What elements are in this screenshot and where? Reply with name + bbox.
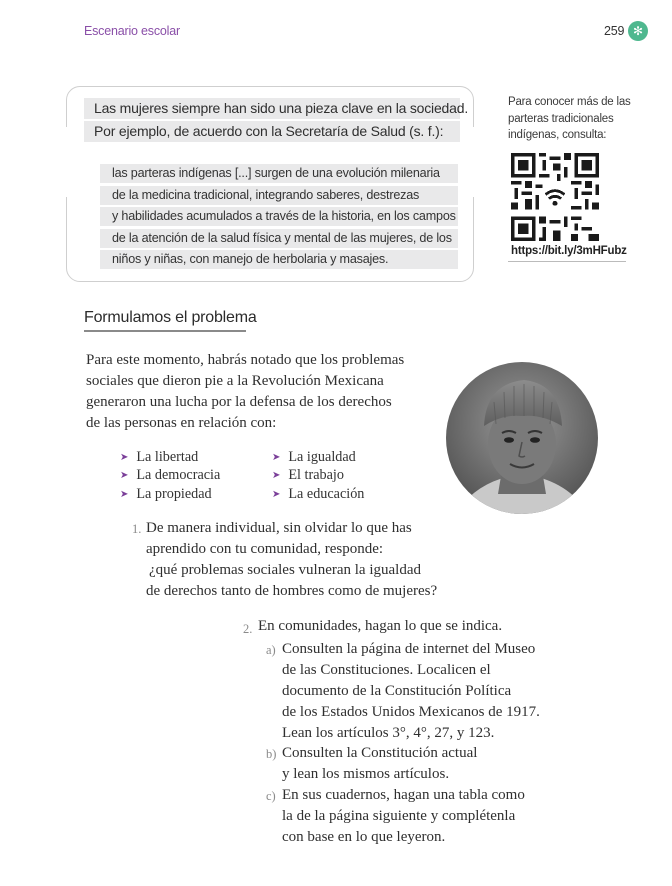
item-line: de las Constituciones. Localicen el [282, 662, 491, 678]
question-line: aprendido con tu comunidad, responde: [146, 541, 384, 557]
question-2-item-a [282, 639, 540, 744]
item-line: la de la página siguiente y complétenla [282, 808, 516, 824]
quote-body [100, 164, 458, 272]
side-note-line: parteras tradicionales [508, 112, 614, 125]
page-number: 259 [604, 24, 625, 38]
item-line: de los Estados Unidos Mexicanos de 1917. [282, 704, 540, 720]
bullet-item [272, 485, 364, 505]
section-heading: Formulamos el problema [84, 309, 257, 326]
quote-intro-line: Las mujeres siempre han sido una pieza clave en la sociedad. [84, 98, 460, 119]
question-1 [146, 518, 456, 602]
bullet-item [272, 448, 356, 468]
item-letter: a) [266, 643, 276, 657]
quote-intro [84, 98, 469, 144]
qr-link[interactable]: https://bit.ly/3mHFubz [511, 245, 627, 257]
bullet-item [120, 466, 220, 486]
question-line: de derechos tanto de hombres como de mujeres? [146, 583, 438, 599]
intro-line: de las personas en relación con: [86, 415, 277, 431]
bullet-item [272, 466, 344, 486]
arrow-icon: ➤ [120, 452, 129, 463]
quote-body-line: de la atención de la salud física y mental de las mujeres, de los [100, 229, 458, 248]
question-2-item-b [282, 743, 477, 785]
bullet-label: El trabajo [288, 467, 344, 483]
intro-line: generaron una lucha por la defensa de los derechos [86, 394, 392, 410]
divider [508, 261, 626, 262]
arrow-icon: ➤ [272, 489, 281, 500]
item-line: Consulten la página de internet del Museo [282, 641, 536, 657]
question-line: De manera individual, sin olvidar lo que has [146, 520, 412, 536]
gear-icon: ✻ [628, 21, 648, 41]
question-number: 2. [243, 622, 253, 636]
side-note-line: Para conocer más de las [508, 96, 631, 108]
quote-body-line: de la medicina tradicional, integrando saberes, destrezas [100, 186, 458, 205]
child-portrait [446, 362, 598, 514]
heading-rule [84, 330, 246, 332]
bullet-label: La propiedad [136, 486, 212, 502]
bullet-label: La igualdad [288, 449, 356, 465]
quote-body-line: niños y niñas, con manejo de herbolaria y masajes. [100, 250, 458, 269]
bullet-label: La educación [288, 486, 365, 502]
arrow-icon: ➤ [272, 470, 281, 481]
question-line: ¿qué problemas sociales vulneran la igualdad [149, 562, 421, 578]
intro-line: sociales que dieron pie a la Revolución Mexicana [86, 373, 384, 389]
item-line: Consulten la Constitución actual [282, 745, 478, 761]
quote-body-line: y habilidades acumulados a través de la historia, en los campos [100, 207, 458, 226]
question-number: 1. [132, 522, 142, 536]
item-line: documento de la Constitución Política [282, 683, 512, 699]
bullet-item [120, 485, 212, 505]
question-2: En comunidades, hagan lo que se indica. [258, 618, 503, 634]
section-label: Escenario escolar [84, 24, 180, 38]
item-line: con base en lo que leyeron. [282, 829, 446, 845]
quote-body-line: las parteras indígenas [...] surgen de una evolución milenaria [100, 164, 458, 183]
intro-paragraph [86, 350, 416, 434]
bullet-label: La libertad [136, 449, 199, 465]
side-note [508, 94, 638, 144]
intro-line: Para este momento, habrás notado que los problemas [86, 352, 405, 368]
bullet-label: La democracia [136, 467, 221, 483]
bullet-item [120, 448, 198, 468]
question-2-item-c [282, 785, 525, 848]
arrow-icon: ➤ [272, 452, 281, 463]
side-note-line: indígenas, consulta: [508, 129, 607, 141]
qr-code-icon[interactable] [511, 153, 599, 241]
item-letter: b) [266, 747, 277, 761]
arrow-icon: ➤ [120, 489, 129, 500]
item-letter: c) [266, 789, 276, 803]
quote-intro-line: Por ejemplo, de acuerdo con la Secretaría de Salud (s. f.): [84, 121, 460, 142]
item-line: Lean los artículos 3°, 4°, 27, y 123. [282, 725, 495, 741]
arrow-icon: ➤ [120, 470, 129, 481]
item-line: y lean los mismos artículos. [282, 766, 450, 782]
item-line: En sus cuadernos, hagan una tabla como [282, 787, 525, 803]
